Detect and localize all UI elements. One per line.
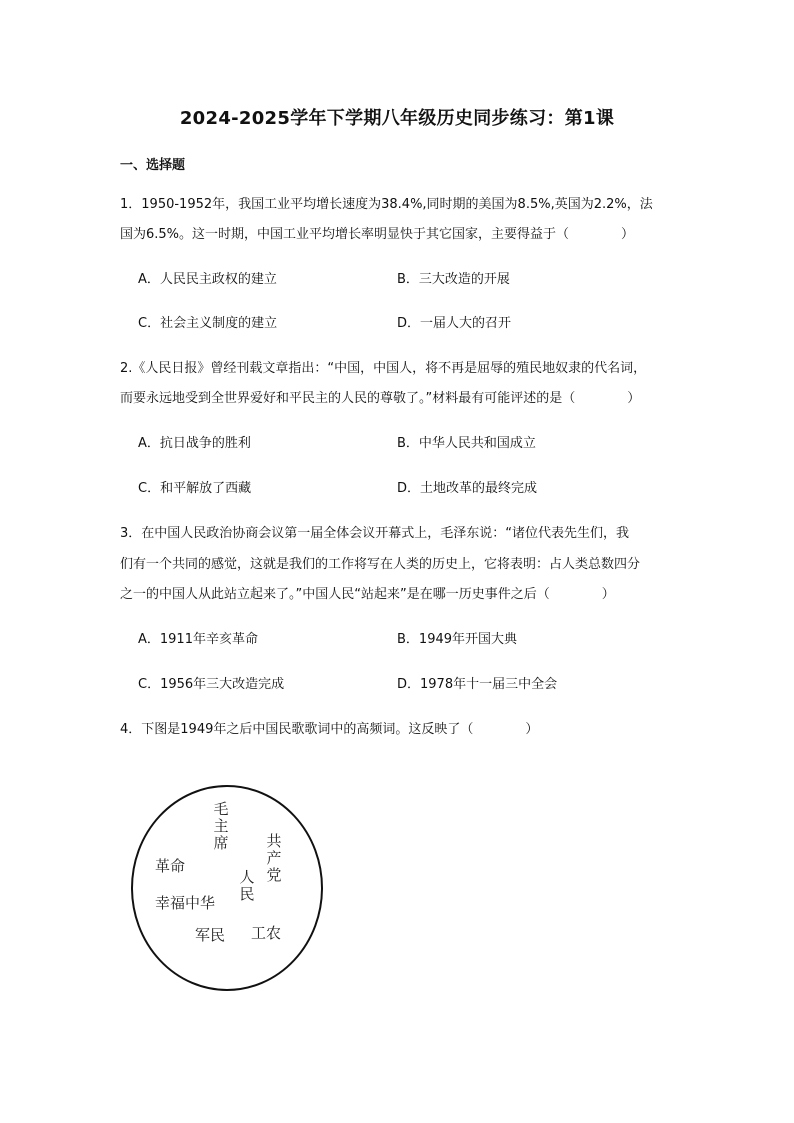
page-title: 2024-2025学年下学期八年级历史同步练习：第1课 [179,108,615,129]
word-cloud-word: 共产党 [266,832,282,884]
question-2-line-2-text: 而要永远地受到全世界爱好和平民主的人民的尊敬了。”材料最有可能评述的是（ [120,391,576,406]
question-2-option-c: C．和平解放了西藏 [138,481,252,496]
question-3-line-2: 们有一个共同的感觉，这就是我们的工作将写在人类的历史上，它将表明：占人类总数四分 [120,557,641,572]
question-3-option-d: D．1978年十一届三中全会 [397,677,558,692]
question-3-line-3-text: 之一的中国人从此站立起来了。”中国人民“站起来”是在哪一历史事件之后（ [120,587,550,602]
question-3-line-3 [120,586,680,604]
question-2-close-paren: ） [627,391,641,406]
question-2-line-1: 2.《人民日报》曾经刊载文章指出：“中国，中国人，将不再是屈辱的殖民地奴隶的代名词， [120,361,647,376]
question-1-option-c: C．社会主义制度的建立 [138,316,278,331]
question-3-option-b: B．1949年开国大典 [397,632,518,647]
section-heading: 一、选择题 [120,158,186,173]
word-cloud-word: 革命 [155,857,186,875]
question-3-line-1: 3．在中国人民政治协商会议第一届全体会议开幕式上，毛泽东说：“诸位代表先生们，我 [120,526,630,541]
question-1-line-1: 1．1950-1952年，我国工业平均增长速度为38.4%,同时期的美国为8.5%,英国为2.2%，法 [120,197,653,212]
word-cloud-word: 人民 [239,868,255,903]
question-4-line-1 [120,721,680,739]
question-3-option-a: A．1911年辛亥革命 [138,632,258,647]
question-1-option-a: A．人民民主政权的建立 [138,272,277,287]
question-4-line-1-text: 4．下图是1949年之后中国民歌歌词中的高频词。这反映了（ [120,722,474,737]
word-cloud-word: 毛主席 [213,800,229,852]
word-cloud-figure [129,783,325,993]
question-2-line-2 [120,390,680,408]
question-1-option-d: D．一届人大的召开 [397,316,512,331]
question-1-line-2 [120,226,680,244]
question-1-line-2-text: 国为6.5%。这一时期，中国工业平均增长率明显快于其它国家，主要得益于（ [120,227,570,242]
question-1-close-paren: ） [621,227,635,242]
question-2-option-d: D．土地改革的最终完成 [397,481,538,496]
word-cloud-word: 军民 [195,926,226,944]
question-4-close-paren: ） [525,722,539,737]
word-cloud-word: 工农 [251,924,282,942]
question-2-option-a: A．抗日战争的胜利 [138,436,251,451]
question-3-option-c: C．1956年三大改造完成 [138,677,285,692]
word-cloud-word: 幸福中华 [155,894,216,912]
question-1-option-b: B．三大改造的开展 [397,272,510,287]
question-3-close-paren: ） [601,587,615,602]
question-2-option-b: B．中华人民共和国成立 [397,436,536,451]
